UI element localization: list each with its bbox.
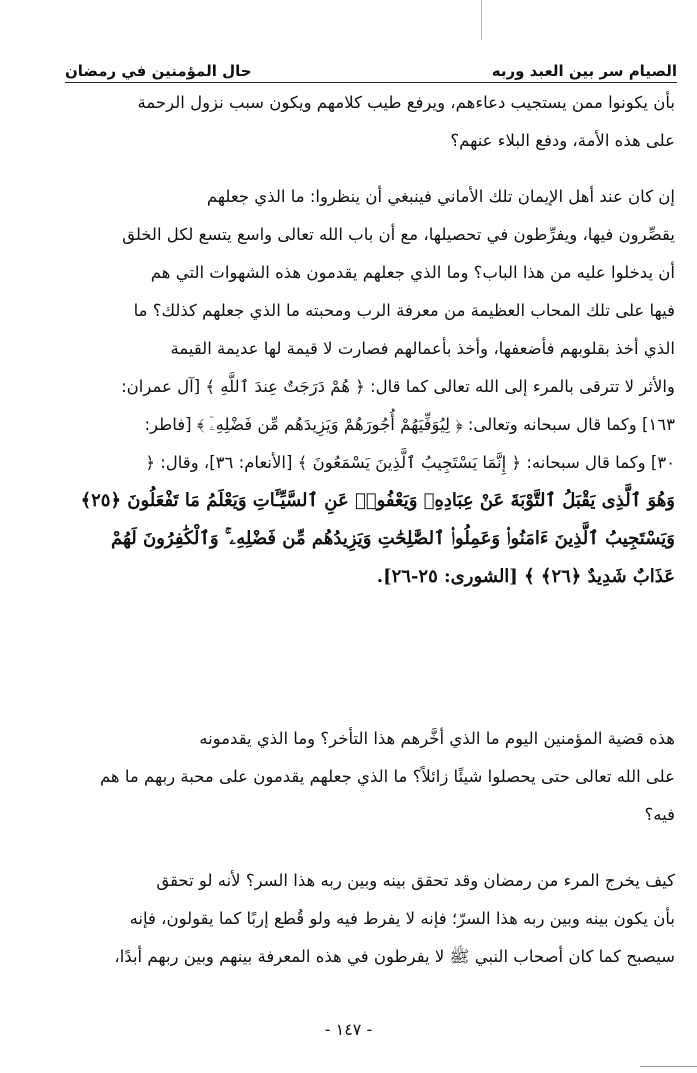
text-line: يقصِّرون فيها، ويفرِّطون في تحصيلها، مع أن باب الله تعالى واسع يتسع لكل الخلق: [122, 225, 675, 244]
text-line: ١٦٣] وكما قال سبحانه وتعالى: ﴿ لِيُوَفِّيَهُمْ أُجُورَهُمْ وَيَزِيدَهُم مِّن فَضْلِهِۦٓ ﴾ [فاطر:: [144, 415, 675, 434]
text-line: هذه قضية المؤمنين اليوم ما الذي أخَّرهم هذا التأخر؟ وما الذي يقدمونه: [199, 729, 675, 748]
text-line: فيه؟: [644, 805, 675, 824]
header-right-title: الصيام سر بين العبد وربه: [491, 62, 677, 80]
quran-line: وَيَسْتَجِيبُ ٱلَّذِينَ ءَامَنُوا۟ وَعَمِلُوا۟ ٱلصَّٰلِحَٰتِ وَيَزِيدُهُم مِّن فَضْلِهِۦ ۚ وَٱلْكَٰفِرُونَ لَهُمْ: [110, 528, 675, 549]
text-line: الذي أخذ بقلوبهم فأضعفها، وأخذ بأعمالهم فصارت لا قيمة لها عديمة القيمة: [170, 339, 675, 358]
text-line: والأثر لا تترقى بالمرء إلى الله تعالى كما قال: ﴿ هُمْ دَرَجَتٌ عِندَ ٱللَّهِ ﴾ [آل عمران:: [121, 377, 675, 396]
text-line: بأن يكون بينه وبين ربه هذا السرّ؛ فإنه لا يفرط فيه ولو قُطع إربًا كما يقولون، فإنه: [129, 909, 675, 928]
quran-line: وَهُوَ ٱلَّذِى يَقْبَلُ ٱلتَّوْبَةَ عَنْ عِبَادِهِۦ وَيَعْفُوا۟ عَنِ ٱلسَّيِّـَٔاتِ وَيَعْلَمُ مَا تَفْعَلُونَ ﴿٢٥﴾: [80, 490, 675, 511]
text-line: إن كان عند أهل الإيمان تلك الأماني فينبغي أن ينظروا: ما الذي جعلهم: [206, 187, 675, 206]
header-left-title: حال المؤمنين في رمضان: [65, 62, 252, 80]
text-line: على هذه الأمة، ودفع البلاء عنهم؟: [450, 131, 675, 150]
quran-line: عَذَابٌ شَدِيدٌ ﴿٢٦﴾ ﴾ [الشورى: ٢٥-٢٦].: [376, 566, 675, 587]
text-line: كيف يخرج المرء من رمضان وقد تحقق بينه وبين ربه هذا السر؟ لأنه لو تحقق: [156, 871, 675, 890]
text-line: بأن يكونوا ممن يستجيب دعاءهم، ويرفع طيب كلامهم ويكون سبب نزول الرحمة: [137, 93, 675, 112]
text-line: فيها على تلك المحاب العظيمة من معرفة الرب ومحبته ما الذي جعلهم كذلك؟ ما: [133, 301, 675, 320]
text-line: على الله تعالى حتى يحصلوا شيئًا زائلاً؟ ما الذي جعلهم يقدمون على محبة ربهم ما هم: [99, 767, 675, 786]
paragraph-2: [68, 178, 675, 596]
crop-mark-top: [481, 0, 482, 40]
header-divider: [65, 82, 677, 83]
crop-mark-bottom: [640, 1066, 697, 1067]
text-line: سيصبح كما كان أصحاب النبي ﷺ لا يفرطون في هذه المعرفة بينهم وبين ربهم أبدًا،: [114, 947, 675, 966]
page-number: - ١٤٧ -: [324, 1020, 373, 1039]
paragraph-1: [68, 84, 675, 160]
paragraph-3: [68, 720, 675, 834]
running-header: [65, 48, 677, 80]
paragraph-4: [68, 862, 675, 976]
text-line: ٣٠] وكما قال سبحانه: ﴿ إِنَّمَا يَسْتَجِيبُ ٱلَّذِينَ يَسْمَعُونَ ﴾ [الأنعام: ٣٦]، وقال: ﴿: [145, 453, 675, 472]
text-line: أن يدخلوا عليه من هذا الباب؟ وما الذي جعلهم يقدمون هذه الشهوات التي هم: [150, 263, 675, 282]
